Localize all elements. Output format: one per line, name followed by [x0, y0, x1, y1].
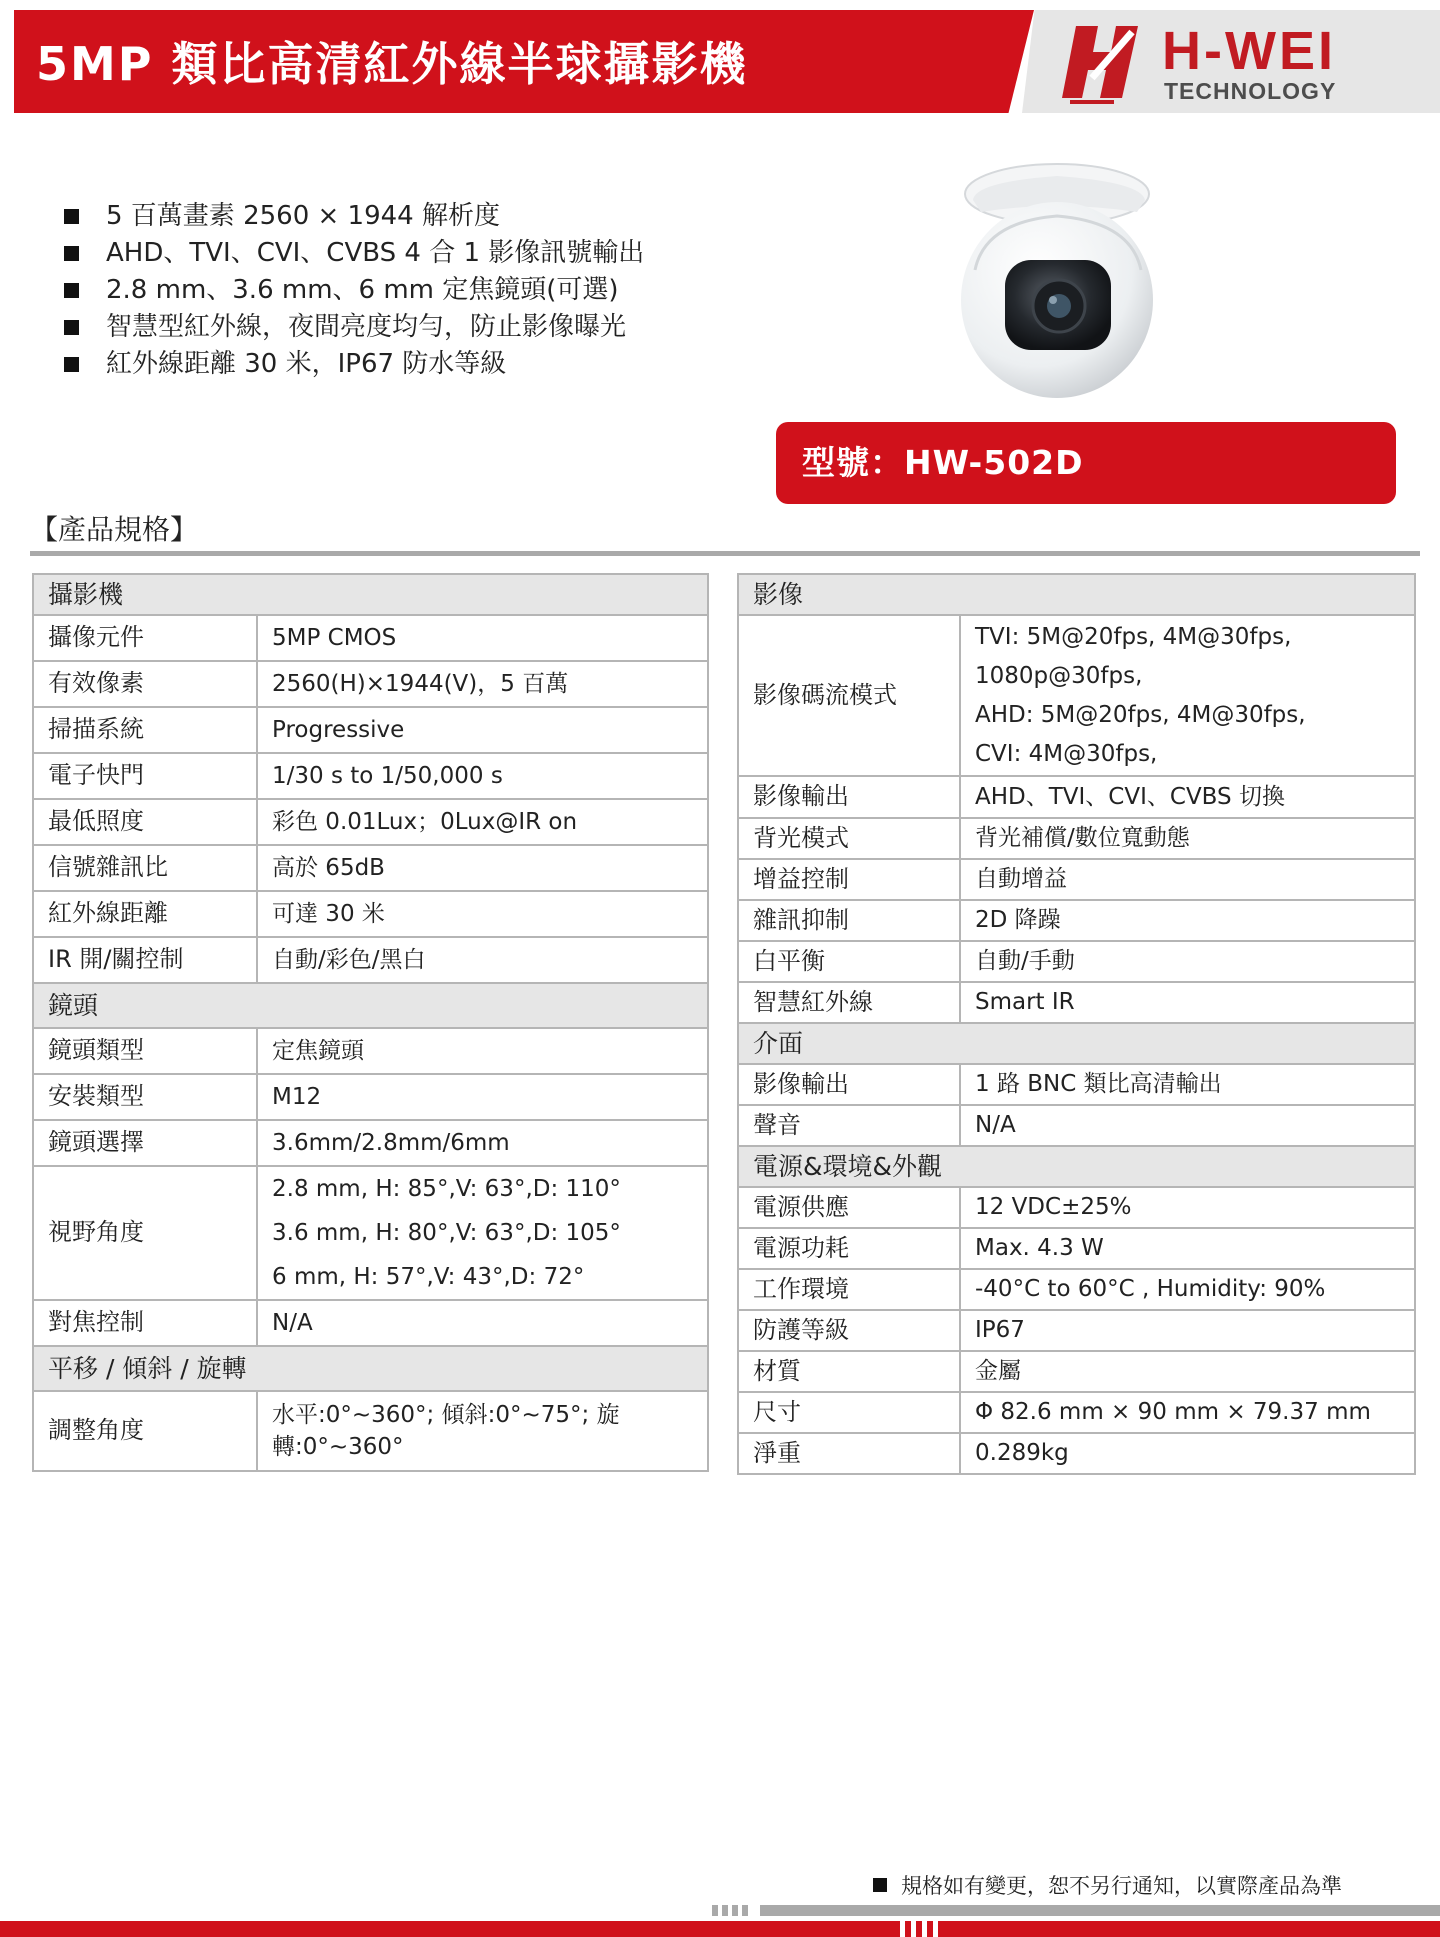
footer-decor	[712, 1905, 752, 1916]
stream-line: CVI: 4M@30fps,	[975, 740, 1158, 767]
table-row	[738, 900, 1415, 941]
bullet-square-icon	[873, 1878, 887, 1892]
table-row	[738, 1064, 1415, 1105]
spec-value: 2560(H)×1944(V)，5 百萬	[257, 661, 708, 707]
feature-list	[64, 198, 704, 383]
table-row	[33, 1166, 708, 1300]
section-lens: 鏡頭	[33, 983, 708, 1028]
spec-label: 電源功耗	[738, 1228, 960, 1269]
bullet-square-icon	[64, 320, 79, 335]
spec-value: 高於 65dB	[257, 845, 708, 891]
spec-label: 聲音	[738, 1105, 960, 1146]
fov-line: 2.8 mm, H: 85°,V: 63°,D: 110°	[272, 1176, 621, 1202]
spec-label: 電子快門	[33, 753, 257, 799]
bullet-square-icon	[64, 357, 79, 372]
bullet-square-icon	[64, 283, 79, 298]
bullet-square-icon	[64, 246, 79, 261]
spec-value: 5MP CMOS	[257, 615, 708, 661]
spec-value: 2D 降躁	[960, 900, 1415, 941]
feature-item: 5 百萬畫素 2560 × 1944 解析度	[64, 198, 704, 235]
spec-value: 背光補償/數位寬動態	[960, 818, 1415, 859]
brand-logo-icon	[1062, 18, 1146, 106]
spec-value: 可達 30 米	[257, 891, 708, 937]
brand-name: H-WEI	[1162, 21, 1336, 81]
spec-value: 金屬	[960, 1351, 1415, 1392]
spec-label: 鏡頭類型	[33, 1028, 257, 1074]
dome-camera-image	[945, 160, 1175, 405]
spec-value: 定焦鏡頭	[257, 1028, 708, 1074]
spec-label: 紅外線距離	[33, 891, 257, 937]
spec-label: 攝像元件	[33, 615, 257, 661]
section-pan-tilt: 平移 / 傾斜 / 旋轉	[33, 1346, 708, 1391]
spec-label: 對焦控制	[33, 1300, 257, 1346]
spec-value: 彩色 0.01Lux；0Lux@IR on	[257, 799, 708, 845]
spec-label: 影像碼流模式	[738, 615, 960, 776]
spec-value: M12	[257, 1074, 708, 1120]
table-row	[33, 1300, 708, 1346]
spec-value	[960, 615, 1415, 776]
table-row	[738, 818, 1415, 859]
section-image: 影像	[738, 574, 1415, 615]
spec-label: 鏡頭選擇	[33, 1120, 257, 1166]
table-row	[738, 859, 1415, 900]
spec-value: 自動/彩色/黑白	[257, 937, 708, 983]
spec-label: 白平衡	[738, 941, 960, 982]
spec-table-left	[32, 573, 709, 1472]
spec-value: Progressive	[257, 707, 708, 753]
spec-label: 淨重	[738, 1433, 960, 1474]
bullet-square-icon	[64, 209, 79, 224]
table-row	[33, 615, 708, 661]
table-row	[33, 891, 708, 937]
table-row	[738, 982, 1415, 1023]
spec-label: 有效像素	[33, 661, 257, 707]
table-row	[33, 1391, 708, 1471]
brand-subtitle: TECHNOLOGY	[1164, 78, 1337, 104]
model-number-banner: 型號：HW-502D	[776, 422, 1396, 504]
spec-divider	[30, 551, 1420, 556]
disclaimer-text: 規格如有變更，恕不另行通知，以實際產品為準	[901, 1874, 1342, 1898]
table-row	[33, 1074, 708, 1120]
spec-label: 增益控制	[738, 859, 960, 900]
table-row	[33, 799, 708, 845]
feature-item: 智慧型紅外線，夜間亮度均勻，防止影像曝光	[64, 309, 704, 346]
spec-label: IR 開/關控制	[33, 937, 257, 983]
spec-label: 信號雜訊比	[33, 845, 257, 891]
spec-value: 自動/手動	[960, 941, 1415, 982]
spec-label: 影像輸出	[738, 1064, 960, 1105]
spec-label: 智慧紅外線	[738, 982, 960, 1023]
spec-value: 1 路 BNC 類比高清輸出	[960, 1064, 1415, 1105]
table-row	[33, 845, 708, 891]
spec-value: 自動增益	[960, 859, 1415, 900]
table-row	[33, 753, 708, 799]
table-row	[738, 1228, 1415, 1269]
stream-line: 1080p@30fps,	[975, 662, 1143, 689]
spec-value: 3.6mm/2.8mm/6mm	[257, 1120, 708, 1166]
feature-item: AHD、TVI、CVI、CVBS 4 合 1 影像訊號輸出	[64, 235, 704, 272]
table-row	[738, 1269, 1415, 1310]
table-row	[33, 937, 708, 983]
fov-line: 3.6 mm, H: 80°,V: 63°,D: 105°	[272, 1220, 621, 1246]
table-row	[33, 661, 708, 707]
spec-value: IP67	[960, 1310, 1415, 1351]
spec-label: 工作環境	[738, 1269, 960, 1310]
section-camera: 攝影機	[33, 574, 708, 615]
section-power: 電源&環境&外觀	[738, 1146, 1415, 1187]
spec-label: 影像輸出	[738, 776, 960, 818]
table-row	[33, 707, 708, 753]
spec-label: 材質	[738, 1351, 960, 1392]
footer-gray-bar	[760, 1905, 1440, 1916]
table-row	[33, 1120, 708, 1166]
spec-label: 防護等級	[738, 1310, 960, 1351]
page-title: 5MP 類比高清紅外線半球攝影機	[36, 37, 748, 91]
spec-value: Max. 4.3 W	[960, 1228, 1415, 1269]
table-row	[738, 941, 1415, 982]
spec-label: 電源供應	[738, 1187, 960, 1228]
spec-value: Smart IR	[960, 982, 1415, 1023]
spec-label: 掃描系統	[33, 707, 257, 753]
feature-item: 2.8 mm、3.6 mm、6 mm 定焦鏡頭(可選)	[64, 272, 704, 309]
feature-item: 紅外線距離 30 米，IP67 防水等級	[64, 346, 704, 383]
spec-label: 安裝類型	[33, 1074, 257, 1120]
spec-label: 尺寸	[738, 1392, 960, 1433]
spec-value: 0.289kg	[960, 1433, 1415, 1474]
table-row	[738, 776, 1415, 818]
table-row	[738, 1433, 1415, 1474]
spec-label: 調整角度	[33, 1391, 257, 1471]
disclaimer	[873, 1870, 1342, 1900]
spec-heading: 【產品規格】	[30, 513, 199, 546]
spec-value: 1/30 s to 1/50,000 s	[257, 753, 708, 799]
table-row	[738, 1392, 1415, 1433]
footer-red-bar	[0, 1921, 1440, 1937]
spec-value: N/A	[257, 1300, 708, 1346]
stream-line: TVI: 5M@20fps, 4M@30fps,	[975, 623, 1292, 650]
spec-label: 雜訊抑制	[738, 900, 960, 941]
spec-value: 12 VDC±25%	[960, 1187, 1415, 1228]
spec-value: N/A	[960, 1105, 1415, 1146]
fov-line: 6 mm, H: 57°,V: 43°,D: 72°	[272, 1264, 585, 1290]
table-row	[33, 1028, 708, 1074]
table-row	[738, 1187, 1415, 1228]
table-row	[738, 1310, 1415, 1351]
spec-value	[257, 1166, 708, 1300]
spec-table-right	[737, 573, 1416, 1475]
table-row	[738, 1351, 1415, 1392]
footer-decor	[900, 1921, 944, 1937]
spec-value: -40°C to 60°C , Humidity: 90%	[960, 1269, 1415, 1310]
spec-value: AHD、TVI、CVI、CVBS 切換	[960, 776, 1415, 818]
spec-label: 背光模式	[738, 818, 960, 859]
section-interface: 介面	[738, 1023, 1415, 1064]
stream-line: AHD: 5M@20fps, 4M@30fps,	[975, 701, 1306, 728]
table-row	[738, 615, 1415, 776]
spec-label: 視野角度	[33, 1166, 257, 1300]
table-row	[738, 1105, 1415, 1146]
spec-value: Φ 82.6 mm × 90 mm × 79.37 mm	[960, 1392, 1415, 1433]
spec-value: 水平:0°~360°; 傾斜:0°~75°; 旋轉:0°~360°	[257, 1391, 708, 1471]
spec-label: 最低照度	[33, 799, 257, 845]
